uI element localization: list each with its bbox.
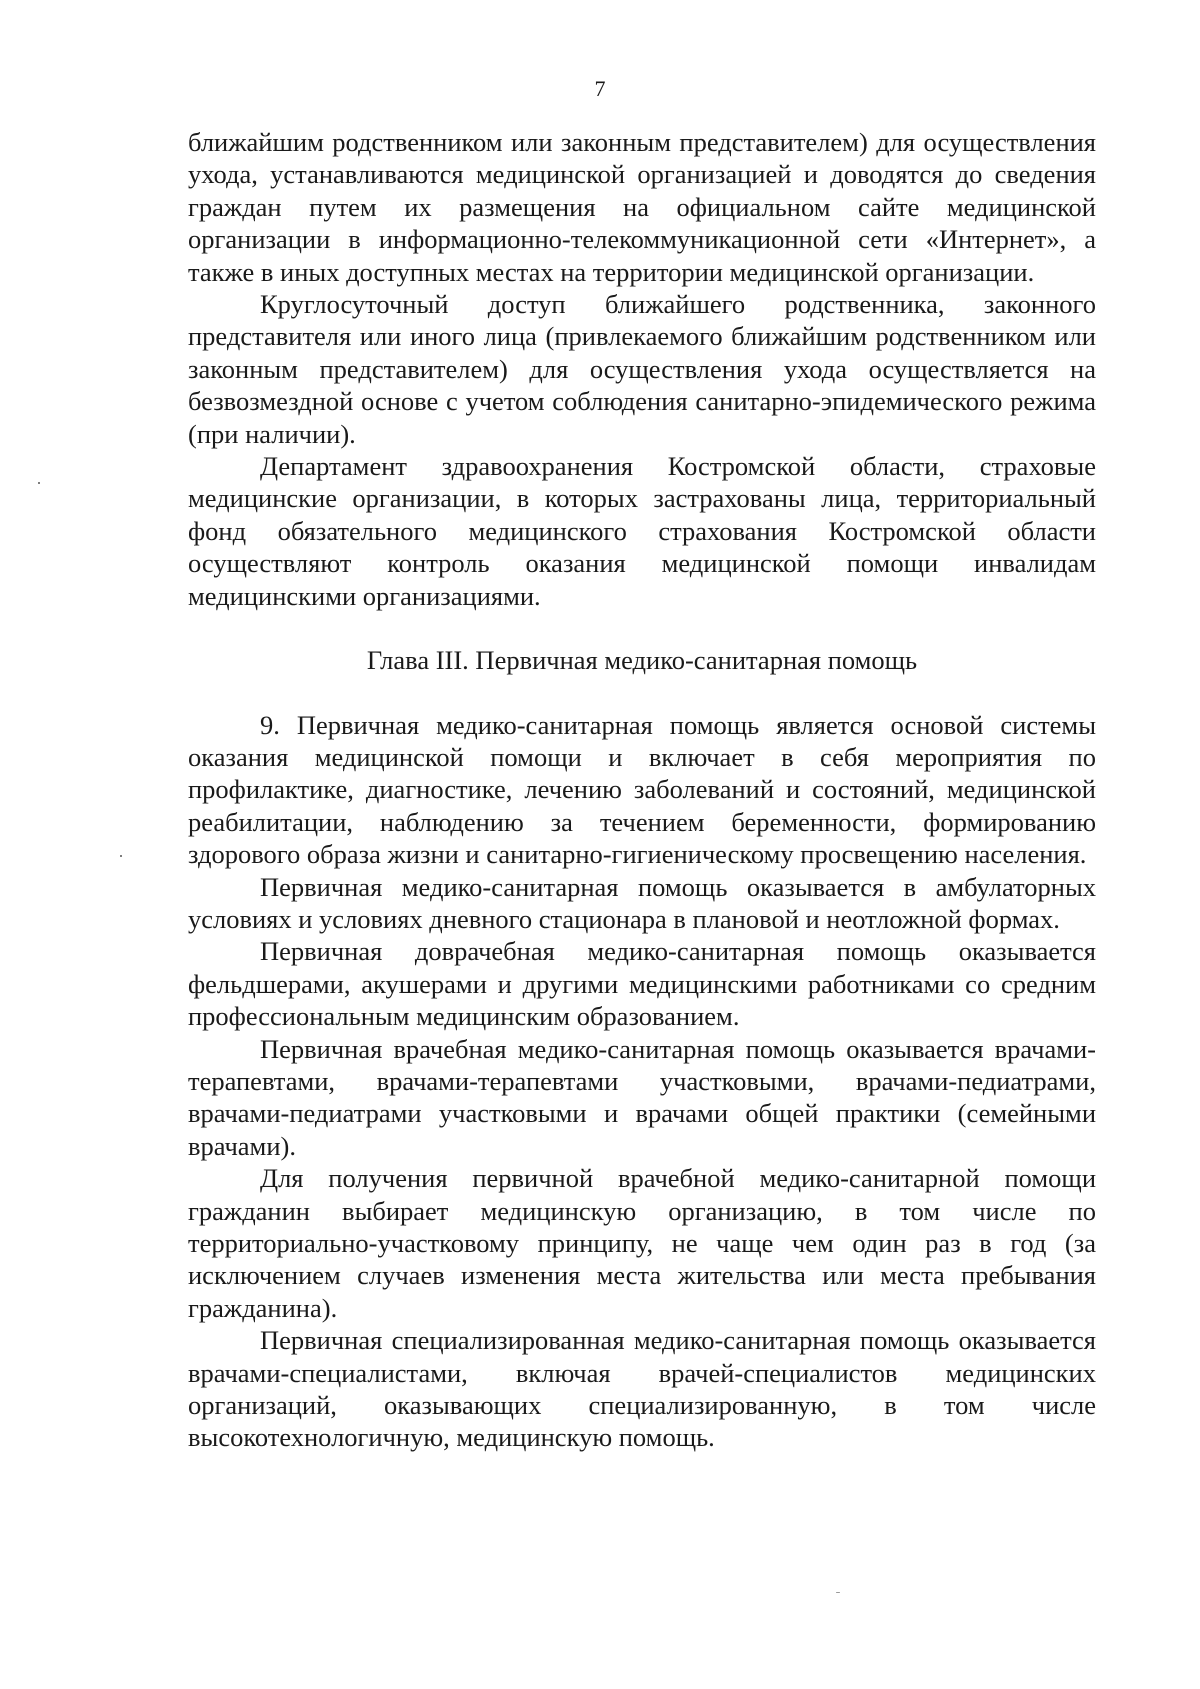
paragraph-pre-medical-care: Первичная доврачебная медико-санитарная помощь оказывается фельдшерами, акушерами и другими медицинскими работниками со средним профессиональным медицинским образованием. [188, 936, 1096, 1032]
chapter-heading: Глава III. Первичная медико-санитарная помощь [366, 645, 918, 676]
paragraph-choice-of-organization: Для получения первичной врачебной медико-санитарной помощи гражданин выбирает медицинскую организацию, в том числе по территориально-участковому принципу, не чаще чем один раз в год (за исключением случаев изменения места жительства или места пребывания гражданина). [188, 1163, 1096, 1323]
paragraph-round-the-clock-access: Круглосуточный доступ ближайшего родственника, законного представителя или иного лица (привлекаемого ближайшим родственником или законным представителем) для осуществления ухода осуществляется на безвозмездной основе с учетом соблюдения санитарно-эпидемического режима (при наличии). [188, 289, 1096, 449]
scan-speck [836, 1592, 840, 1593]
page-number: 7 [594, 76, 606, 101]
paragraph-9-primary-care: 9. Первичная медико-санитарная помощь является основой системы оказания медицинской помощи и включает в себя мероприятия по профилактике, диагностике, лечению заболеваний и состояний, медицинской реабилитации, наблюдению за течением беременности, формированию здорового образа жизни и санитарно-гигиеническому просвещению населения. [188, 709, 1096, 870]
paragraph-control-department: Департамент здравоохранения Костромской области, страховые медицинские организации, в которых застрахованы лица, территориальный фонд обязательного медицинского страхования Костромской области осуществляют контроль оказания медицинской помощи инвалидам медицинскими организациями. [188, 451, 1096, 611]
document-body [188, 126, 1096, 1454]
scan-speck [38, 482, 40, 484]
scan-speck [120, 855, 122, 857]
paragraph-specialized-care: Первичная специализированная медико-санитарная помощь оказывается врачами-специалистами, включая врачей-специалистов медицинских организаций, оказывающих специализированную, в том числе высокотехнологичную, медицинскую помощь. [188, 1325, 1096, 1453]
paragraph-care-conditions: Первичная медико-санитарная помощь оказывается в амбулаторных условиях и условиях дневного стационара в плановой и неотложной формах. [188, 871, 1096, 934]
paragraph-medical-care: Первичная врачебная медико-санитарная помощь оказывается врачами-терапевтами, врачами-терапевтами участковыми, врачами-педиатрами, врачами-педиатрами участковыми и врачами общей практики (семейными врачами). [188, 1033, 1096, 1161]
paragraph-continuation: ближайшим родственником или законным представителем) для осуществления ухода, устанавливаются медицинской организацией и доводятся до сведения граждан путем их размещения на официальном сайте медицинской организации в информационно-телекоммуникационной сети «Интернет», а также в иных доступных местах на территории медицинской организации. [188, 127, 1096, 287]
